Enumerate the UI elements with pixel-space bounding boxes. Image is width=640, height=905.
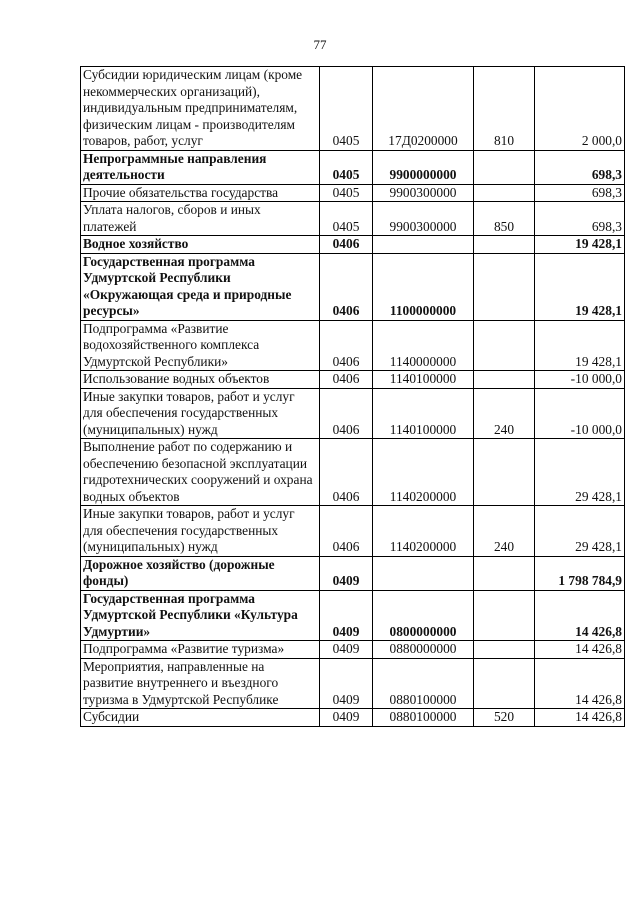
expense-type-cell: [474, 439, 535, 506]
section-code-cell: 0406: [320, 439, 373, 506]
amount-cell: 14 426,8: [535, 590, 625, 641]
amount-cell: 29 428,1: [535, 439, 625, 506]
target-code-cell: 17Д0200000: [373, 67, 474, 151]
table-row: [81, 202, 625, 236]
target-code-cell: 1140100000: [373, 371, 474, 389]
section-code-cell: 0409: [320, 658, 373, 709]
row-name-cell: Иные закупки товаров, работ и услуг для обеспечения государственных (муниципальных) нужд: [81, 506, 320, 557]
expense-type-cell: 850: [474, 202, 535, 236]
table-row: [81, 590, 625, 641]
table-row: [81, 184, 625, 202]
page-number: 77: [313, 37, 327, 52]
amount-cell: 29 428,1: [535, 506, 625, 557]
target-code-cell: 9900000000: [373, 150, 474, 184]
table-row: [81, 371, 625, 389]
amount-cell: 1 798 784,9: [535, 556, 625, 590]
expense-type-cell: [474, 641, 535, 659]
target-code-cell: 1140200000: [373, 506, 474, 557]
amount-cell: 698,3: [535, 202, 625, 236]
target-code-cell: 1140200000: [373, 439, 474, 506]
row-name-cell: Государственная программа Удмуртской Республики «Культура Удмуртии»: [81, 590, 320, 641]
row-name-cell: Уплата налогов, сборов и иных платежей: [81, 202, 320, 236]
table-row: [81, 641, 625, 659]
expense-type-cell: [474, 150, 535, 184]
section-code-cell: 0406: [320, 253, 373, 320]
amount-cell: 14 426,8: [535, 709, 625, 727]
section-code-cell: 0409: [320, 556, 373, 590]
amount-cell: 14 426,8: [535, 658, 625, 709]
table-row: [81, 320, 625, 371]
row-name-cell: Государственная программа Удмуртской Республики «Окружающая среда и природные ресурсы»: [81, 253, 320, 320]
row-name-cell: Использование водных объектов: [81, 371, 320, 389]
expense-type-cell: [474, 590, 535, 641]
section-code-cell: 0406: [320, 371, 373, 389]
budget-table: [80, 66, 625, 727]
table-row: [81, 506, 625, 557]
table-row: [81, 67, 625, 151]
amount-cell: 2 000,0: [535, 67, 625, 151]
expense-type-cell: 810: [474, 67, 535, 151]
row-name-cell: Прочие обязательства государства: [81, 184, 320, 202]
target-code-cell: [373, 236, 474, 254]
target-code-cell: 0880100000: [373, 658, 474, 709]
row-name-cell: Иные закупки товаров, работ и услуг для обеспечения государственных (муниципальных) нужд: [81, 388, 320, 439]
expense-type-cell: 240: [474, 506, 535, 557]
expense-type-cell: [474, 320, 535, 371]
table-row: [81, 236, 625, 254]
target-code-cell: [373, 556, 474, 590]
table-row: [81, 658, 625, 709]
section-code-cell: 0405: [320, 184, 373, 202]
section-code-cell: 0406: [320, 320, 373, 371]
amount-cell: -10 000,0: [535, 371, 625, 389]
row-name-cell: Подпрограмма «Развитие водохозяйственного комплекса Удмуртской Республики»: [81, 320, 320, 371]
target-code-cell: 1100000000: [373, 253, 474, 320]
table-row: [81, 150, 625, 184]
expense-type-cell: 240: [474, 388, 535, 439]
expense-type-cell: [474, 371, 535, 389]
target-code-cell: 0880000000: [373, 641, 474, 659]
row-name-cell: Субсидии: [81, 709, 320, 727]
amount-cell: 14 426,8: [535, 641, 625, 659]
amount-cell: 19 428,1: [535, 320, 625, 371]
amount-cell: 19 428,1: [535, 253, 625, 320]
section-code-cell: 0406: [320, 236, 373, 254]
amount-cell: 698,3: [535, 184, 625, 202]
amount-cell: 698,3: [535, 150, 625, 184]
row-name-cell: Субсидии юридическим лицам (кроме некоммерческих организаций), индивидуальным предпринимателям, физическим лицам - производителям товаров, работ, услуг: [81, 67, 320, 151]
row-name-cell: Водное хозяйство: [81, 236, 320, 254]
target-code-cell: 1140000000: [373, 320, 474, 371]
row-name-cell: Дорожное хозяйство (дорожные фонды): [81, 556, 320, 590]
table-row: [81, 253, 625, 320]
table-row: [81, 556, 625, 590]
amount-cell: 19 428,1: [535, 236, 625, 254]
table-row: [81, 709, 625, 727]
expense-type-cell: 520: [474, 709, 535, 727]
target-code-cell: 0880100000: [373, 709, 474, 727]
expense-type-cell: [474, 184, 535, 202]
table-row: [81, 439, 625, 506]
table-row: [81, 388, 625, 439]
target-code-cell: 9900300000: [373, 202, 474, 236]
section-code-cell: 0406: [320, 388, 373, 439]
section-code-cell: 0409: [320, 641, 373, 659]
section-code-cell: 0409: [320, 590, 373, 641]
target-code-cell: 0800000000: [373, 590, 474, 641]
section-code-cell: 0405: [320, 202, 373, 236]
amount-cell: -10 000,0: [535, 388, 625, 439]
section-code-cell: 0405: [320, 67, 373, 151]
expense-type-cell: [474, 236, 535, 254]
row-name-cell: Подпрограмма «Развитие туризма»: [81, 641, 320, 659]
section-code-cell: 0406: [320, 506, 373, 557]
expense-type-cell: [474, 253, 535, 320]
target-code-cell: 9900300000: [373, 184, 474, 202]
row-name-cell: Непрограммные направления деятельности: [81, 150, 320, 184]
row-name-cell: Выполнение работ по содержанию и обеспечению безопасной эксплуатации гидротехнических сооружений и охрана водных объектов: [81, 439, 320, 506]
section-code-cell: 0409: [320, 709, 373, 727]
target-code-cell: 1140100000: [373, 388, 474, 439]
budget-table-body: [81, 67, 625, 727]
expense-type-cell: [474, 556, 535, 590]
row-name-cell: Мероприятия, направленные на развитие внутреннего и въездного туризма в Удмуртской Республике: [81, 658, 320, 709]
expense-type-cell: [474, 658, 535, 709]
section-code-cell: 0405: [320, 150, 373, 184]
